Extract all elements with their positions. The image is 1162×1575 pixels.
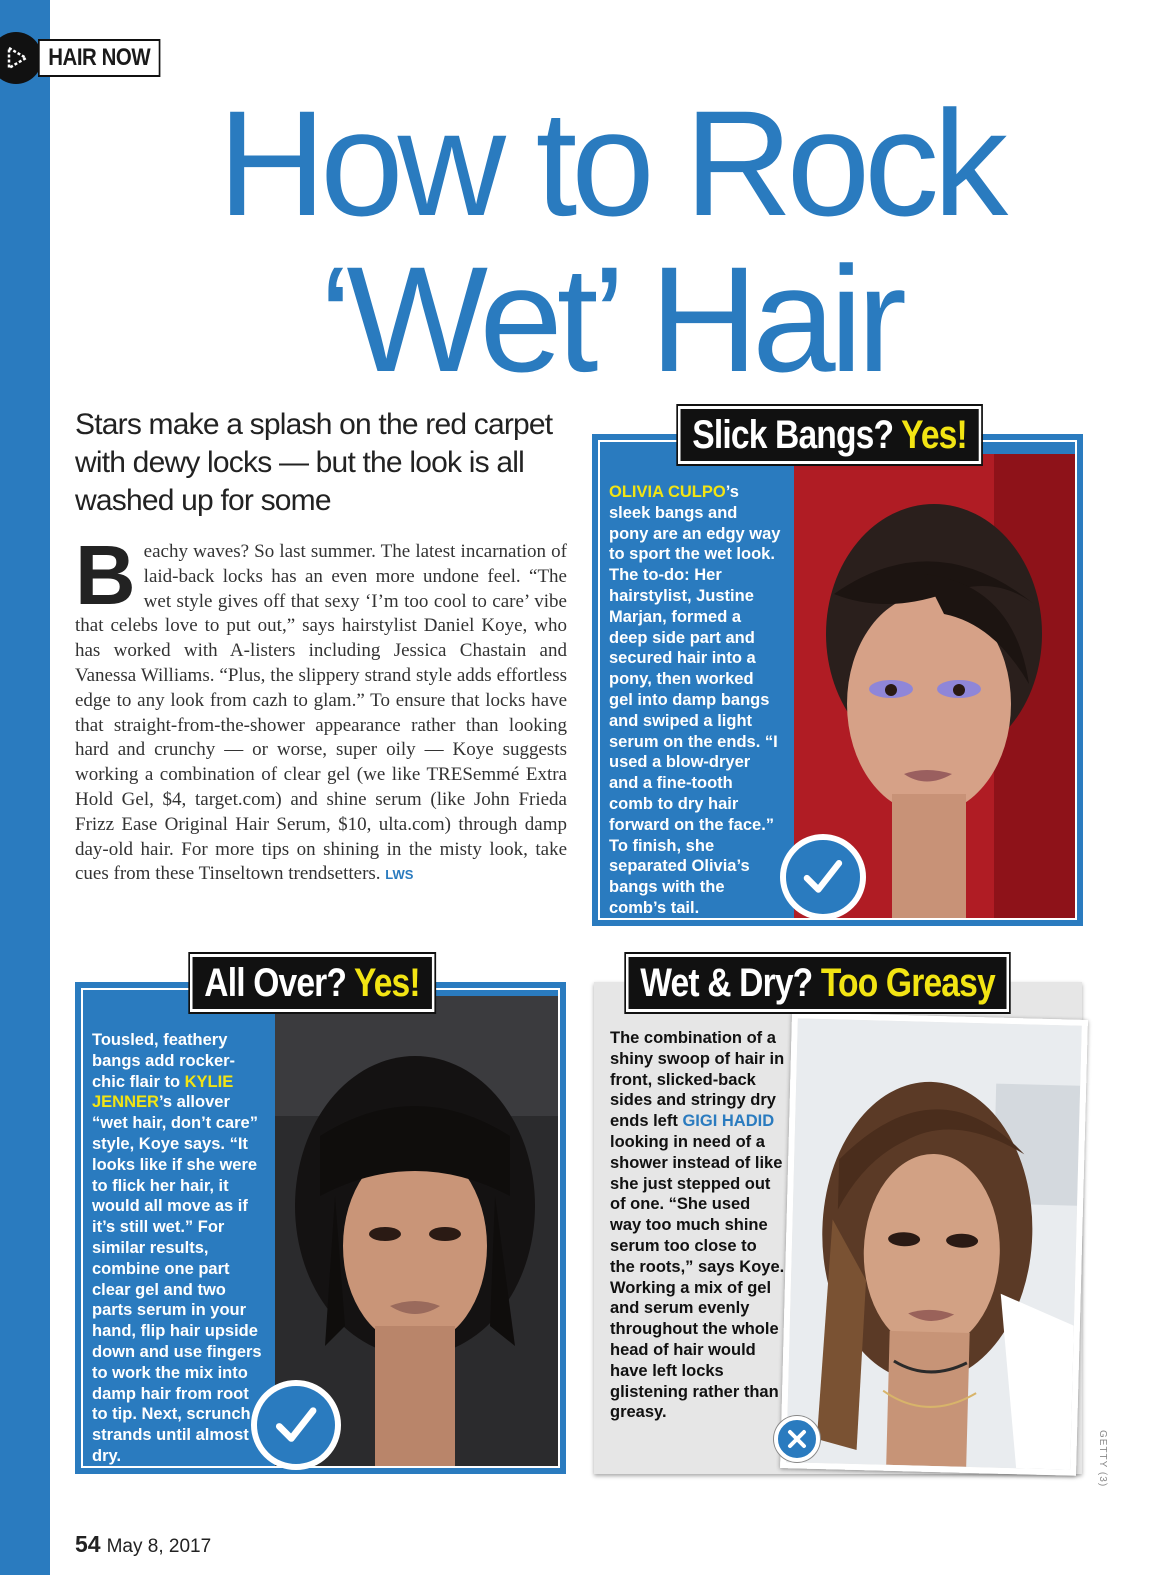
page-number: 54	[75, 1531, 101, 1557]
section-tag-label: HAIR NOW	[38, 39, 160, 77]
headline-line-2: ‘Wet’ Hair	[319, 235, 901, 403]
check-icon	[780, 834, 866, 920]
sidebar-all-over	[75, 982, 566, 1474]
body-text: eachy waves? So last summer. The latest incarnation of laid-back locks has an even more undone feel. “The wet style gives off that sexy ‘I’m too cool to care’ vibe that celebs love to put out,” says hairstylist Daniel Koye, who has worked with A-listers including Jessica Chastain and Vanessa Williams. “Plus, the slippery strand style adds effortless edge to any look from cazh to glam.” To ensure that locks have that straight-from-the-shower appearance rather than looking hard and crunchy — or worse, super oily — Koye suggests working a combination of clear gel (we like TRESemmé Extra Hold Gel, $4, target.com) and shine serum (like John Frieda Frizz Ease Original Hair Serum, $10, ulta.com) through damp day-old hair. For more tips on shining in the misty look, take cues from these Tinseltown trendsetters.	[75, 541, 567, 885]
label-wet-dry: Wet & Dry? Too Greasy	[626, 954, 1009, 1012]
sidebar-wet-dry-text: The combination of a shiny swoop of hair in front, slicked-back sides and stringy dry ends left GIGI HADID looking in need of a shower instead of like she just stepped out of one. “She used way too much shine serum too close to the roots,” says Koye. Working a mix of gel and serum evenly throughout the whole head of hair would have left locks glistening rather than greasy.	[610, 1029, 785, 1422]
x-icon	[774, 1416, 820, 1462]
label-slick-bangs: Slick Bangs? Yes!	[678, 406, 981, 464]
sidebar-all-over-text: Tousled, feathery bangs add rocker-chic flair to KYLIE JENNER’s allover “wet hair, don’t care” style, Koye says. “It looks like if she were to flick her hair, it would all move as if it’s still wet.” For similar results, combine one part clear gel and two parts serum in your hand, flip hair upside down and use fingers to work the mix into damp hair from root to tip. Next, scrunch strands until almost dry.	[92, 1031, 262, 1465]
sidebar-slick-bangs	[592, 434, 1083, 926]
headline-line-1: How to Rock	[217, 79, 1003, 247]
celebrity-name: OLIVIA CULPO	[609, 483, 726, 501]
left-color-bar	[0, 0, 50, 1575]
body-copy	[75, 528, 567, 888]
deck-subheadline: Stars make a splash on the red carpet with dewy locks — but the look is all washed up for some	[75, 408, 553, 517]
celebrity-name: KYLIE JENNER	[92, 1072, 234, 1112]
sidebar-wet-dry	[594, 982, 1082, 1474]
celebrity-name: GIGI HADID	[682, 1112, 775, 1131]
issue-date: May 8, 2017	[106, 1536, 212, 1557]
label-all-over: All Over? Yes!	[190, 954, 434, 1012]
photo-credit: GETTY (3)	[1097, 1430, 1108, 1488]
page-folio	[75, 1531, 211, 1558]
drop-cap: B	[75, 528, 136, 622]
check-icon	[251, 1380, 341, 1470]
end-mark-logo: LWS	[385, 867, 414, 883]
gigi-hadid-photo	[780, 1012, 1088, 1476]
sidebar-slick-bangs-text: OLIVIA CULPO’s sleek bangs and pony are an edgy way to sport the wet look. The to-do: Her hairstylist, Justine Marjan, formed a deep side part and secured hair into a pony, then worked gel into damp bangs and swiped a light serum on the ends. “I used a blow-dryer and a fine-tooth comb to dry hair forward on the face.” To finish, she separated Olivia’s bangs with the comb’s tail.	[609, 483, 781, 917]
